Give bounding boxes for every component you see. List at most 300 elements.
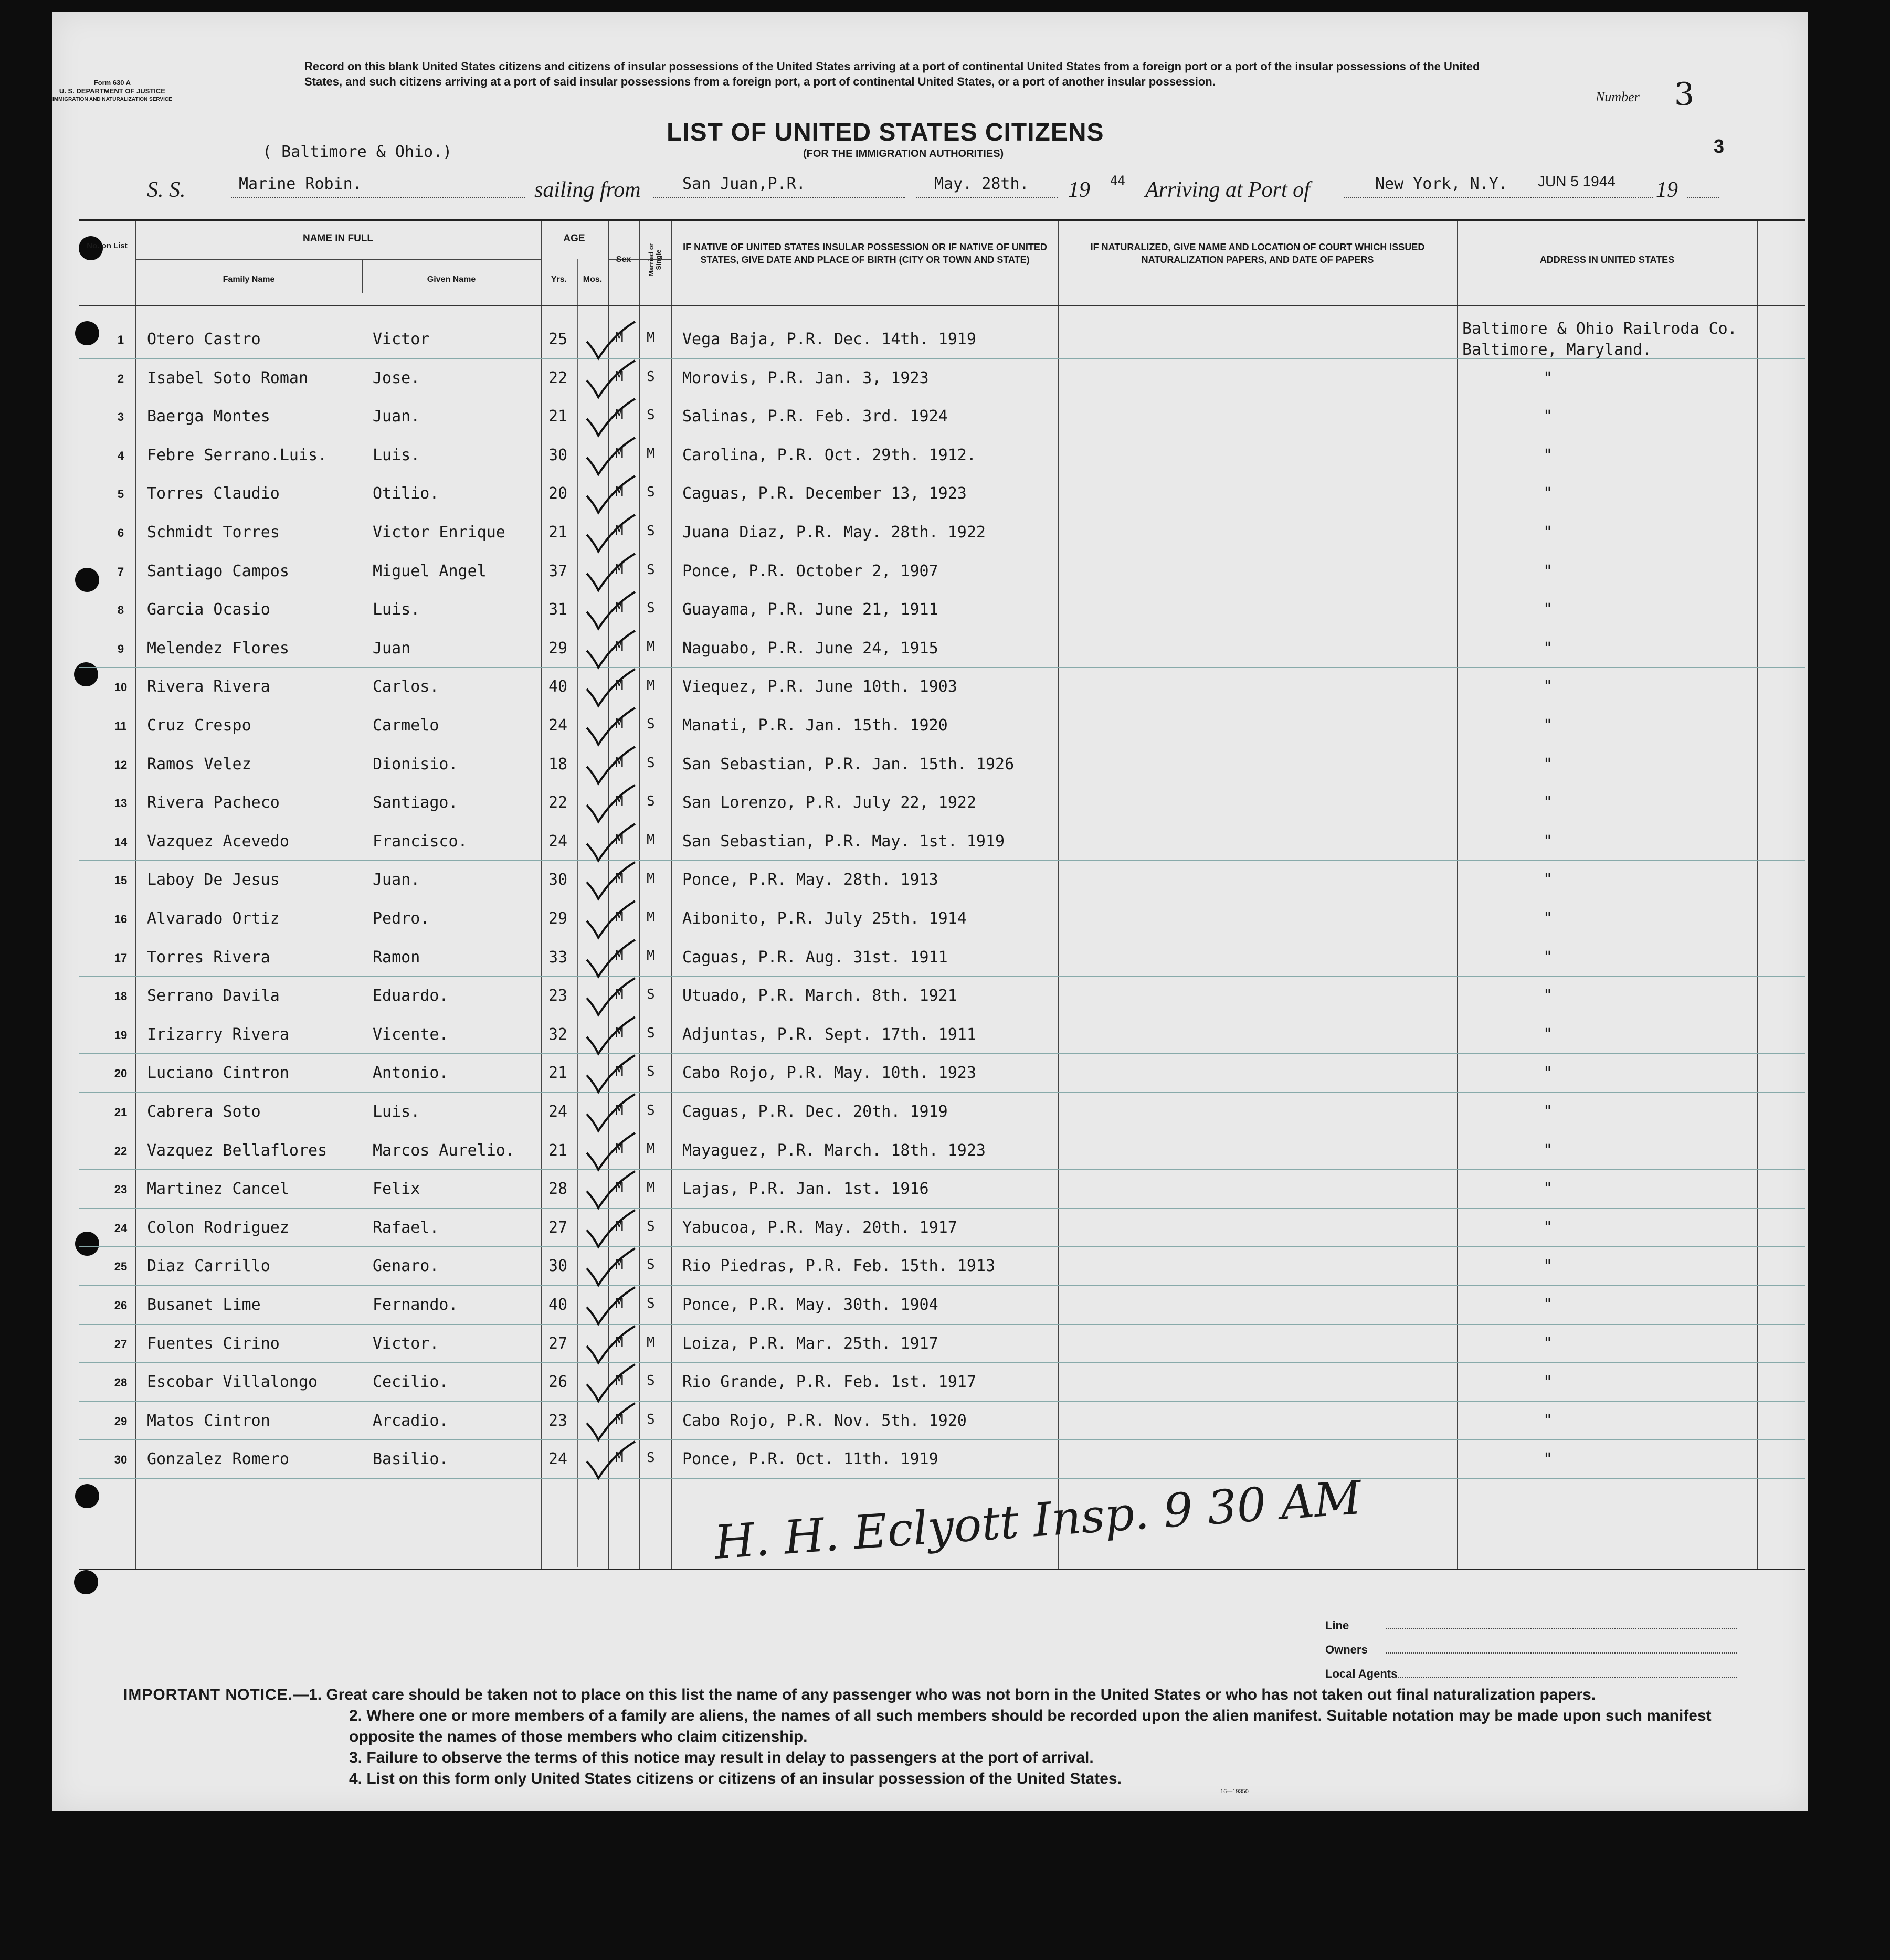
from-port: San Juan,P.R. [682, 175, 806, 193]
given-name: Ramon [373, 948, 420, 967]
given-name: Juan. [373, 871, 420, 889]
address-ditto: " [1543, 871, 1553, 889]
address-ditto: " [1543, 639, 1553, 658]
age-years: 32 [548, 1025, 568, 1044]
address: Baltimore & Ohio Railroda Co. [1462, 320, 1737, 338]
family-name: Escobar Villalongo [147, 1373, 318, 1392]
row-number: 24 [114, 1221, 128, 1235]
row-number: 29 [114, 1414, 128, 1428]
sex: M [615, 1257, 624, 1273]
family-name: Fuentes Cirino [147, 1334, 280, 1353]
sex: M [615, 407, 624, 423]
address-ditto: " [1543, 1218, 1553, 1237]
form-identifier [52, 79, 172, 104]
sex: M [615, 1296, 624, 1311]
address-ditto: " [1543, 716, 1553, 735]
column-header-marital: Married or Single [647, 243, 662, 277]
given-name: Pedro. [373, 909, 430, 928]
table-row [79, 784, 1805, 822]
row-number: 30 [114, 1453, 128, 1467]
family-name: Rivera Pacheco [147, 793, 280, 812]
age-years: 24 [548, 832, 568, 851]
row-number: 4 [117, 449, 124, 462]
table-row [79, 707, 1805, 745]
row-number: 9 [117, 642, 124, 655]
table-row [79, 1170, 1805, 1208]
check-mark [583, 1209, 640, 1251]
birth-place-date: Salinas, P.R. Feb. 3rd. 1924 [682, 407, 948, 426]
marital-status: S [647, 561, 655, 578]
page-title: LIST OF UNITED STATES CITIZENS [667, 119, 1104, 146]
address-ditto: " [1543, 368, 1553, 387]
birth-place-date: Vega Baja, P.R. Dec. 14th. 1919 [682, 330, 976, 348]
address-ditto: " [1543, 1103, 1553, 1121]
address-ditto: " [1543, 561, 1553, 580]
table-row [79, 977, 1805, 1015]
table-row [79, 321, 1805, 358]
ss-label: S. S. [147, 178, 186, 202]
marital-status: M [647, 677, 655, 694]
check-mark [583, 591, 640, 633]
check-mark [583, 553, 640, 595]
inspector-signature: H. H. Eclyott Insp. 9 30 AM [712, 1470, 1363, 1570]
table-row [79, 668, 1805, 706]
sex: M [615, 600, 624, 617]
sex: M [615, 523, 624, 539]
check-mark [583, 939, 640, 981]
table-row [79, 630, 1805, 668]
marital-status: S [647, 600, 655, 617]
birth-place-date: Caguas, P.R. Dec. 20th. 1919 [682, 1103, 948, 1121]
age-years: 24 [548, 1450, 568, 1469]
check-mark [583, 1402, 640, 1444]
age-years: 31 [548, 600, 568, 619]
address-ditto: " [1543, 948, 1553, 967]
age-years: 23 [548, 987, 568, 1005]
age-years: 23 [548, 1411, 568, 1430]
sex: M [615, 330, 624, 346]
check-mark [583, 1093, 640, 1135]
age-years: 30 [548, 871, 568, 889]
age-years: 22 [548, 368, 568, 387]
birth-place-date: Carolina, P.R. Oct. 29th. 1912. [682, 446, 976, 464]
given-name: Santiago. [373, 793, 458, 812]
notice-item-2: 2. Where one or more members of a family are aliens, the names of all such members should be recorded upon the alien manifest. Suitable notation may be made upon such manifest opposite the names of those members who claim citizenship. [349, 1707, 1712, 1745]
age-years: 30 [548, 1257, 568, 1276]
birth-place-date: Ponce, P.R. May. 30th. 1904 [682, 1296, 938, 1314]
notice-item-4: 4. List on this form only United States citizens or citizens of an insular possession of the United States. [349, 1770, 1122, 1787]
family-name: Rivera Rivera [147, 677, 270, 696]
marital-status: S [647, 1025, 655, 1041]
row-number: 27 [114, 1337, 128, 1351]
address-ditto: " [1543, 677, 1553, 696]
form-number: Form 630 A [93, 79, 131, 87]
check-mark [583, 784, 640, 826]
address-ditto: " [1543, 1141, 1553, 1160]
marital-status: S [647, 1296, 655, 1311]
marital-status: M [647, 330, 655, 346]
birth-place-date: San Sebastian, P.R. May. 1st. 1919 [682, 832, 1005, 851]
family-name: Colon Rodriguez [147, 1218, 289, 1237]
given-name: Miguel Angel [373, 561, 487, 580]
age-years: 28 [548, 1180, 568, 1199]
table-row [79, 359, 1805, 397]
birth-place-date: Ponce, P.R. Oct. 11th. 1919 [682, 1450, 938, 1469]
marital-status: M [647, 1180, 655, 1196]
row-number: 28 [114, 1376, 128, 1390]
marital-status: S [647, 716, 655, 732]
sex: M [615, 948, 624, 964]
table-row [79, 1325, 1805, 1363]
address-ditto: " [1543, 755, 1553, 774]
birth-place-date: Rio Grande, P.R. Feb. 1st. 1917 [682, 1373, 976, 1392]
birth-place-date: San Lorenzo, P.R. July 22, 1922 [682, 793, 976, 812]
table-row [79, 1054, 1805, 1092]
family-name: Ramos Velez [147, 755, 251, 774]
year-prefix: 19 [1068, 178, 1090, 202]
check-mark [583, 1054, 640, 1096]
marital-status: M [647, 639, 655, 655]
check-mark [583, 1247, 640, 1289]
address-ditto: " [1543, 832, 1553, 851]
table-row [79, 1286, 1805, 1324]
address-ditto: " [1543, 1373, 1553, 1392]
check-mark [583, 475, 640, 517]
table-row [79, 823, 1805, 861]
table-row [79, 900, 1805, 938]
family-name: Vazquez Acevedo [147, 832, 289, 851]
department-name: U. S. DEPARTMENT OF JUSTICE [59, 87, 165, 95]
sex: M [615, 1141, 624, 1157]
birth-place-date: Ponce, P.R. October 2, 1907 [682, 561, 938, 580]
marital-status: S [647, 368, 655, 385]
marital-status: S [647, 484, 655, 501]
marital-status: M [647, 909, 655, 925]
given-name: Luis. [373, 446, 420, 464]
sex: M [615, 909, 624, 925]
age-years: 29 [548, 639, 568, 658]
passenger-table [79, 219, 1805, 1570]
family-name: Luciano Cintron [147, 1064, 289, 1083]
address-ditto: " [1543, 1334, 1553, 1353]
address-ditto: " [1543, 1180, 1553, 1199]
birth-place-date: Aibonito, P.R. July 25th. 1914 [682, 909, 967, 928]
local-agents-label: Local Agents [1325, 1667, 1398, 1680]
row-number: 8 [117, 603, 124, 617]
check-mark [583, 1440, 640, 1482]
sex: M [615, 639, 624, 655]
family-name: Gonzalez Romero [147, 1450, 289, 1469]
table-row [79, 1093, 1805, 1131]
arriving-label: Arriving at Port of [1145, 178, 1310, 202]
age-years: 21 [548, 1141, 568, 1160]
row-number: 14 [114, 835, 128, 849]
row-number: 11 [114, 719, 127, 733]
family-name: Baerga Montes [147, 407, 270, 426]
table-row [79, 514, 1805, 552]
marital-status: S [647, 1218, 655, 1234]
marital-status: S [647, 1373, 655, 1389]
age-years: 30 [548, 446, 568, 464]
age-years: 21 [548, 407, 568, 426]
check-mark [583, 514, 640, 556]
family-name: Diaz Carrillo [147, 1257, 270, 1276]
given-name: Francisco. [373, 832, 468, 851]
birth-place-date: Guayama, P.R. June 21, 1911 [682, 600, 938, 619]
sex: M [615, 1411, 624, 1427]
check-mark [583, 746, 640, 788]
column-header-address: ADDRESS IN UNITED STATES [1539, 255, 1675, 265]
number-label: Number [1596, 89, 1640, 104]
column-header-months: Mos. [583, 275, 603, 284]
family-name: Vazquez Bellaflores [147, 1141, 328, 1160]
given-name: Eduardo. [373, 987, 449, 1005]
given-name: Juan [373, 639, 411, 658]
address-ditto: " [1543, 1257, 1553, 1276]
table-row [79, 437, 1805, 474]
given-name: Otilio. [373, 484, 439, 503]
family-name: Cruz Crespo [147, 716, 251, 735]
sex: M [615, 987, 624, 1003]
row-number: 7 [117, 565, 124, 578]
address-ditto: " [1543, 793, 1553, 812]
sex: M [615, 368, 624, 385]
birth-place-date: Lajas, P.R. Jan. 1st. 1916 [682, 1180, 929, 1199]
marital-status: S [647, 407, 655, 423]
column-header-naturalized: IF NATURALIZED, GIVE NAME AND LOCATION OF COURT WHICH ISSUED NATURALIZATION PAPERS, AND DATE OF PAPERS [1090, 242, 1425, 265]
row-number: 17 [114, 951, 128, 965]
family-name: Melendez Flores [147, 639, 289, 658]
row-number: 6 [117, 526, 124, 539]
owners-label: Owners [1325, 1643, 1368, 1656]
birth-place-date: San Sebastian, P.R. Jan. 15th. 1926 [682, 755, 1015, 774]
address-ditto: " [1543, 987, 1553, 1005]
important-notice: IMPORTANT NOTICE.—1. Great care should be taken not to place on this list the name of any passenger who was not born in the United States or who has not taken out final naturalization papers. 2. Where one or more members of a family are aliens, the names of all such members should be recorded upon the alien manifest. Suitable notation may be made upon such manifest opposite the names of those members who claim citizenship. 3. Failure to observe the terms of this notice may result in delay to passengers at the port of arrival. 4. List on this form only United States citizens or citizens of an insular possession of the United States. [123, 1684, 1750, 1789]
sex: M [615, 1334, 624, 1350]
given-name: Fernando. [373, 1296, 458, 1314]
check-mark [583, 630, 640, 672]
check-mark [583, 398, 640, 440]
given-name: Luis. [373, 600, 420, 619]
birth-place-date: Adjuntas, P.R. Sept. 17th. 1911 [682, 1025, 976, 1044]
family-name: Schmidt Torres [147, 523, 280, 542]
column-header-name-in-full: NAME IN FULL [302, 233, 374, 244]
row-number: 10 [114, 681, 128, 694]
intro-text: Record on this blank United States citizens and citizens of insular possessions of the United States arriving at a port of continental United States from a foreign port or a port of the insular possessions of the United States, and such citizens arriving at a port of said insular possessions from a foreign port, a port of continental United States, or a port of another insular possession. [304, 60, 1480, 88]
birth-place-date: Cabo Rojo, P.R. May. 10th. 1923 [682, 1064, 976, 1083]
age-years: 33 [548, 948, 568, 967]
check-mark [583, 977, 640, 1019]
age-years: 21 [548, 523, 568, 542]
row-number: 18 [114, 990, 128, 1003]
table-row [79, 746, 1805, 783]
family-name: Otero Castro [147, 330, 261, 348]
row-number: 22 [114, 1144, 128, 1158]
given-name: Carlos. [373, 677, 439, 696]
row-number: 12 [114, 758, 128, 771]
service-name: IMMIGRATION AND NATURALIZATION SERVICE [52, 97, 172, 102]
birth-place-date: Mayaguez, P.R. March. 18th. 1923 [682, 1141, 986, 1160]
check-mark [583, 359, 640, 401]
marital-status: M [647, 832, 655, 848]
row-number: 23 [114, 1183, 128, 1196]
sex: M [615, 1373, 624, 1389]
row-number: 3 [117, 410, 124, 424]
family-name: Laboy De Jesus [147, 871, 280, 889]
birth-place-date: Yabucoa, P.R. May. 20th. 1917 [682, 1218, 957, 1237]
age-years: 24 [548, 716, 568, 735]
arrival-port: New York, N.Y. [1375, 175, 1508, 193]
given-name: Juan. [373, 407, 420, 426]
sex: M [615, 1180, 624, 1196]
address-ditto: " [1543, 1296, 1553, 1314]
table-row [79, 591, 1805, 629]
address-ditto: " [1543, 600, 1553, 619]
family-name: Martinez Cancel [147, 1180, 289, 1199]
marital-status: S [647, 1103, 655, 1118]
column-header-number: No. on List [87, 241, 128, 250]
sailing-date: May. 28th. [934, 175, 1029, 193]
ship-name: Marine Robin. [239, 175, 362, 193]
sex: M [615, 561, 624, 578]
age-years: 40 [548, 1296, 568, 1314]
row-number: 15 [114, 874, 128, 887]
address-ditto: " [1543, 484, 1553, 503]
given-name: Arcadio. [373, 1411, 449, 1430]
row-number: 26 [114, 1299, 128, 1312]
marital-status: M [647, 1141, 655, 1157]
family-name: Garcia Ocasio [147, 600, 270, 619]
notice-item-3: 3. Failure to observe the terms of this notice may result in delay to passengers at the port of arrival. [349, 1749, 1094, 1766]
sex: M [615, 755, 624, 771]
birth-place-date: Rio Piedras, P.R. Feb. 15th. 1913 [682, 1257, 996, 1276]
given-name: Rafael. [373, 1218, 439, 1237]
number-value: 3 [1674, 76, 1695, 113]
year2-prefix: 19 [1656, 178, 1678, 202]
family-name: Serrano Davila [147, 987, 280, 1005]
marital-status: M [647, 948, 655, 964]
birth-place-date: Cabo Rojo, P.R. Nov. 5th. 1920 [682, 1411, 967, 1430]
table-row [79, 939, 1805, 977]
sex: M [615, 716, 624, 732]
given-name: Victor. [373, 1334, 439, 1353]
address-ditto: " [1543, 523, 1553, 542]
given-name: Vicente. [373, 1025, 449, 1044]
check-mark [583, 1325, 640, 1367]
agents-block [1325, 1614, 1397, 1686]
address-ditto: " [1543, 1411, 1553, 1430]
birth-place-date: Morovis, P.R. Jan. 3, 1923 [682, 368, 929, 387]
address-ditto: " [1543, 909, 1553, 928]
birth-place-date: Caguas, P.R. Aug. 31st. 1911 [682, 948, 948, 967]
row-number: 16 [114, 913, 128, 926]
row-number: 2 [117, 372, 124, 385]
row-number: 25 [114, 1260, 128, 1274]
family-name: Matos Cintron [147, 1411, 270, 1430]
sex: M [615, 446, 624, 462]
marital-status: M [647, 1334, 655, 1350]
column-header-given-name: Given Name [427, 275, 476, 284]
table-row [79, 1209, 1805, 1247]
age-years: 26 [548, 1373, 568, 1392]
check-mark [583, 1286, 640, 1328]
sex: M [615, 1103, 624, 1118]
marital-status: S [647, 987, 655, 1003]
family-name: Santiago Campos [147, 561, 289, 580]
birth-place-date: Ponce, P.R. May. 28th. 1913 [682, 871, 938, 889]
marital-status: S [647, 1411, 655, 1427]
table-row [79, 1247, 1805, 1285]
marital-status: S [647, 793, 655, 810]
family-name: Isabel Soto Roman [147, 368, 309, 387]
sex: M [615, 871, 624, 887]
age-years: 29 [548, 909, 568, 928]
family-name: Irizarry Rivera [147, 1025, 289, 1044]
given-name: Jose. [373, 368, 420, 387]
column-header-birth: IF NATIVE OF UNITED STATES INSULAR POSSESSION OR IF NATIVE OF UNITED STATES, GIVE DATE AND PLACE OF BIRTH (CITY OR TOWN AND STATE) [683, 242, 1047, 265]
family-name: Torres Rivera [147, 948, 270, 967]
row-number: 20 [114, 1067, 128, 1080]
column-header-age: AGE [563, 233, 585, 244]
sex: M [615, 1450, 624, 1466]
column-header-sex: Sex [616, 255, 631, 264]
birth-place-date: Manati, P.R. Jan. 15th. 1920 [682, 716, 948, 735]
check-mark [583, 900, 640, 942]
sex: M [615, 484, 624, 501]
age-years: 27 [548, 1218, 568, 1237]
table-row [79, 1402, 1805, 1440]
sex: M [615, 1064, 624, 1080]
notice-lead: IMPORTANT NOTICE. [123, 1686, 293, 1703]
sailing-label: sailing from [534, 178, 641, 202]
age-years: 25 [548, 330, 568, 348]
row-number: 19 [114, 1028, 128, 1042]
line-label: Line [1325, 1619, 1349, 1632]
birth-place-date: Loiza, P.R. Mar. 25th. 1917 [682, 1334, 938, 1353]
given-name: Felix [373, 1180, 420, 1199]
table-row [79, 1363, 1805, 1401]
check-mark [583, 668, 640, 710]
column-header-family-name: Family Name [223, 275, 275, 284]
sex: M [615, 1218, 624, 1234]
age-years: 40 [548, 677, 568, 696]
given-name: Victor [373, 330, 430, 348]
birth-place-date: Caguas, P.R. December 13, 1923 [682, 484, 967, 503]
row-number: 5 [117, 488, 124, 501]
page-subtitle: (FOR THE IMMIGRATION AUTHORITIES) [803, 148, 1004, 160]
address-ditto: " [1543, 1064, 1553, 1083]
table-row [79, 553, 1805, 590]
given-name: Dionisio. [373, 755, 458, 774]
check-mark [583, 321, 640, 363]
family-name: Alvarado Ortiz [147, 909, 280, 928]
check-mark [583, 1363, 640, 1405]
row-number: 1 [117, 333, 124, 346]
sex: M [615, 677, 624, 694]
check-mark [583, 1132, 640, 1174]
marital-status: S [647, 1064, 655, 1080]
print-code: 16—19350 [1220, 1788, 1249, 1795]
age-years: 20 [548, 484, 568, 503]
marital-status: S [647, 1450, 655, 1466]
table-row [79, 861, 1805, 899]
marital-status: S [647, 755, 655, 771]
sex: M [615, 1025, 624, 1041]
family-name: Busanet Lime [147, 1296, 261, 1314]
given-name: Carmelo [373, 716, 439, 735]
row-number: 13 [114, 797, 128, 810]
table-row [79, 398, 1805, 436]
